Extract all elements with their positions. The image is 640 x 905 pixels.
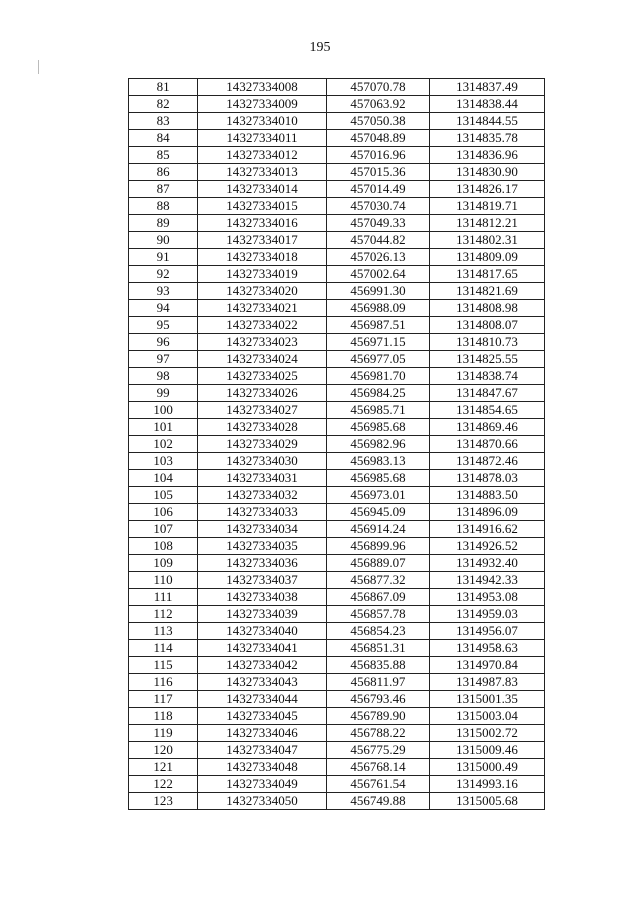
table-row xyxy=(129,317,545,334)
table-row xyxy=(129,164,545,181)
cadastral-id-cell: 14327334023 xyxy=(198,334,327,351)
y-coordinate-cell: 1315005.68 xyxy=(430,793,545,810)
cadastral-id-cell: 14327334016 xyxy=(198,215,327,232)
y-coordinate-cell: 1314838.44 xyxy=(430,96,545,113)
cadastral-id-cell: 14327334028 xyxy=(198,419,327,436)
x-coordinate-cell: 456768.14 xyxy=(326,759,429,776)
x-coordinate-cell: 456982.96 xyxy=(326,436,429,453)
table-row xyxy=(129,368,545,385)
x-coordinate-cell: 456983.13 xyxy=(326,453,429,470)
table-row xyxy=(129,130,545,147)
row-number-cell: 94 xyxy=(129,300,198,317)
x-coordinate-cell: 456985.68 xyxy=(326,470,429,487)
table-row xyxy=(129,266,545,283)
cadastral-id-cell: 14327334012 xyxy=(198,147,327,164)
cadastral-id-cell: 14327334021 xyxy=(198,300,327,317)
row-number-cell: 110 xyxy=(129,572,198,589)
x-coordinate-cell: 456988.09 xyxy=(326,300,429,317)
cadastral-id-cell: 14327334017 xyxy=(198,232,327,249)
cadastral-id-cell: 14327334008 xyxy=(198,79,327,96)
cadastral-id-cell: 14327334026 xyxy=(198,385,327,402)
x-coordinate-cell: 457015.36 xyxy=(326,164,429,181)
table-row xyxy=(129,776,545,793)
table-row xyxy=(129,640,545,657)
x-coordinate-cell: 456973.01 xyxy=(326,487,429,504)
cadastral-id-cell: 14327334044 xyxy=(198,691,327,708)
table-row xyxy=(129,674,545,691)
cadastral-id-cell: 14327334027 xyxy=(198,402,327,419)
y-coordinate-cell: 1314869.46 xyxy=(430,419,545,436)
x-coordinate-cell: 456914.24 xyxy=(326,521,429,538)
table-row xyxy=(129,402,545,419)
row-number-cell: 86 xyxy=(129,164,198,181)
table-row xyxy=(129,657,545,674)
y-coordinate-cell: 1314836.96 xyxy=(430,147,545,164)
x-coordinate-cell: 456987.51 xyxy=(326,317,429,334)
cadastral-id-cell: 14327334035 xyxy=(198,538,327,555)
row-number-cell: 120 xyxy=(129,742,198,759)
x-coordinate-cell: 456991.30 xyxy=(326,283,429,300)
cadastral-id-cell: 14327334034 xyxy=(198,521,327,538)
row-number-cell: 92 xyxy=(129,266,198,283)
table-row xyxy=(129,555,545,572)
x-coordinate-cell: 456761.54 xyxy=(326,776,429,793)
cadastral-id-cell: 14327334020 xyxy=(198,283,327,300)
y-coordinate-cell: 1314809.09 xyxy=(430,249,545,266)
row-number-cell: 106 xyxy=(129,504,198,521)
x-coordinate-cell: 456985.68 xyxy=(326,419,429,436)
cadastral-id-cell: 14327334043 xyxy=(198,674,327,691)
row-number-cell: 119 xyxy=(129,725,198,742)
y-coordinate-cell: 1314819.71 xyxy=(430,198,545,215)
cadastral-id-cell: 14327334047 xyxy=(198,742,327,759)
cadastral-id-cell: 14327334013 xyxy=(198,164,327,181)
x-coordinate-cell: 457070.78 xyxy=(326,79,429,96)
row-number-cell: 95 xyxy=(129,317,198,334)
y-coordinate-cell: 1314847.67 xyxy=(430,385,545,402)
y-coordinate-cell: 1314932.40 xyxy=(430,555,545,572)
cadastral-id-cell: 14327334009 xyxy=(198,96,327,113)
y-coordinate-cell: 1314821.69 xyxy=(430,283,545,300)
row-number-cell: 87 xyxy=(129,181,198,198)
x-coordinate-cell: 456811.97 xyxy=(326,674,429,691)
row-number-cell: 117 xyxy=(129,691,198,708)
x-coordinate-cell: 456857.78 xyxy=(326,606,429,623)
x-coordinate-cell: 456851.31 xyxy=(326,640,429,657)
x-coordinate-cell: 456854.23 xyxy=(326,623,429,640)
y-coordinate-cell: 1315009.46 xyxy=(430,742,545,759)
y-coordinate-cell: 1314916.62 xyxy=(430,521,545,538)
y-coordinate-cell: 1314808.07 xyxy=(430,317,545,334)
y-coordinate-cell: 1315000.49 xyxy=(430,759,545,776)
cadastral-id-cell: 14327334041 xyxy=(198,640,327,657)
table-row xyxy=(129,623,545,640)
y-coordinate-cell: 1314993.16 xyxy=(430,776,545,793)
table-row xyxy=(129,470,545,487)
y-coordinate-cell: 1314825.55 xyxy=(430,351,545,368)
x-coordinate-cell: 457044.82 xyxy=(326,232,429,249)
row-number-cell: 85 xyxy=(129,147,198,164)
table-row xyxy=(129,589,545,606)
x-coordinate-cell: 456835.88 xyxy=(326,657,429,674)
page-edge-mark xyxy=(38,60,39,74)
table-row xyxy=(129,300,545,317)
table-row xyxy=(129,708,545,725)
y-coordinate-cell: 1314812.21 xyxy=(430,215,545,232)
table-row xyxy=(129,691,545,708)
table-row xyxy=(129,232,545,249)
row-number-cell: 115 xyxy=(129,657,198,674)
y-coordinate-cell: 1314826.17 xyxy=(430,181,545,198)
x-coordinate-cell: 457026.13 xyxy=(326,249,429,266)
y-coordinate-cell: 1314987.83 xyxy=(430,674,545,691)
cadastral-id-cell: 14327334010 xyxy=(198,113,327,130)
cadastral-id-cell: 14327334024 xyxy=(198,351,327,368)
table-row xyxy=(129,487,545,504)
y-coordinate-cell: 1315001.35 xyxy=(430,691,545,708)
table-row xyxy=(129,759,545,776)
y-coordinate-cell: 1314802.31 xyxy=(430,232,545,249)
table-row xyxy=(129,198,545,215)
table-row xyxy=(129,453,545,470)
table-row xyxy=(129,419,545,436)
table-row xyxy=(129,572,545,589)
y-coordinate-cell: 1314838.74 xyxy=(430,368,545,385)
row-number-cell: 99 xyxy=(129,385,198,402)
y-coordinate-cell: 1314926.52 xyxy=(430,538,545,555)
cadastral-id-cell: 14327334040 xyxy=(198,623,327,640)
y-coordinate-cell: 1314870.66 xyxy=(430,436,545,453)
y-coordinate-cell: 1315002.72 xyxy=(430,725,545,742)
row-number-cell: 100 xyxy=(129,402,198,419)
cadastral-id-cell: 14327334029 xyxy=(198,436,327,453)
table-row xyxy=(129,521,545,538)
table-row xyxy=(129,742,545,759)
cadastral-id-cell: 14327334018 xyxy=(198,249,327,266)
cadastral-id-cell: 14327334042 xyxy=(198,657,327,674)
row-number-cell: 97 xyxy=(129,351,198,368)
table-row xyxy=(129,793,545,810)
coordinates-table xyxy=(128,78,545,810)
x-coordinate-cell: 456749.88 xyxy=(326,793,429,810)
row-number-cell: 103 xyxy=(129,453,198,470)
y-coordinate-cell: 1315003.04 xyxy=(430,708,545,725)
row-number-cell: 123 xyxy=(129,793,198,810)
cadastral-id-cell: 14327334037 xyxy=(198,572,327,589)
y-coordinate-cell: 1314970.84 xyxy=(430,657,545,674)
y-coordinate-cell: 1314942.33 xyxy=(430,572,545,589)
x-coordinate-cell: 456877.32 xyxy=(326,572,429,589)
x-coordinate-cell: 456945.09 xyxy=(326,504,429,521)
x-coordinate-cell: 456788.22 xyxy=(326,725,429,742)
cadastral-id-cell: 14327334033 xyxy=(198,504,327,521)
page-number: 195 xyxy=(309,40,331,55)
x-coordinate-cell: 456971.15 xyxy=(326,334,429,351)
cadastral-id-cell: 14327334030 xyxy=(198,453,327,470)
row-number-cell: 108 xyxy=(129,538,198,555)
y-coordinate-cell: 1314878.03 xyxy=(430,470,545,487)
y-coordinate-cell: 1314830.90 xyxy=(430,164,545,181)
row-number-cell: 107 xyxy=(129,521,198,538)
row-number-cell: 89 xyxy=(129,215,198,232)
y-coordinate-cell: 1314810.73 xyxy=(430,334,545,351)
row-number-cell: 121 xyxy=(129,759,198,776)
x-coordinate-cell: 456984.25 xyxy=(326,385,429,402)
table-row xyxy=(129,538,545,555)
x-coordinate-cell: 457048.89 xyxy=(326,130,429,147)
row-number-cell: 96 xyxy=(129,334,198,351)
cadastral-id-cell: 14327334045 xyxy=(198,708,327,725)
cadastral-id-cell: 14327334015 xyxy=(198,198,327,215)
table-row xyxy=(129,147,545,164)
x-coordinate-cell: 457002.64 xyxy=(326,266,429,283)
cadastral-id-cell: 14327334049 xyxy=(198,776,327,793)
y-coordinate-cell: 1314817.65 xyxy=(430,266,545,283)
row-number-cell: 82 xyxy=(129,96,198,113)
row-number-cell: 93 xyxy=(129,283,198,300)
table-row xyxy=(129,79,545,96)
y-coordinate-cell: 1314844.55 xyxy=(430,113,545,130)
cadastral-id-cell: 14327334011 xyxy=(198,130,327,147)
row-number-cell: 109 xyxy=(129,555,198,572)
table-row xyxy=(129,334,545,351)
y-coordinate-cell: 1314837.49 xyxy=(430,79,545,96)
x-coordinate-cell: 457049.33 xyxy=(326,215,429,232)
y-coordinate-cell: 1314956.07 xyxy=(430,623,545,640)
row-number-cell: 122 xyxy=(129,776,198,793)
cadastral-id-cell: 14327334019 xyxy=(198,266,327,283)
y-coordinate-cell: 1314872.46 xyxy=(430,453,545,470)
table-row xyxy=(129,606,545,623)
y-coordinate-cell: 1314808.98 xyxy=(430,300,545,317)
table-row xyxy=(129,725,545,742)
coordinates-table-body xyxy=(129,79,545,810)
x-coordinate-cell: 456775.29 xyxy=(326,742,429,759)
y-coordinate-cell: 1314883.50 xyxy=(430,487,545,504)
table-row xyxy=(129,351,545,368)
cadastral-id-cell: 14327334050 xyxy=(198,793,327,810)
table-row xyxy=(129,385,545,402)
x-coordinate-cell: 456899.96 xyxy=(326,538,429,555)
y-coordinate-cell: 1314854.65 xyxy=(430,402,545,419)
row-number-cell: 88 xyxy=(129,198,198,215)
y-coordinate-cell: 1314896.09 xyxy=(430,504,545,521)
row-number-cell: 113 xyxy=(129,623,198,640)
row-number-cell: 98 xyxy=(129,368,198,385)
x-coordinate-cell: 456867.09 xyxy=(326,589,429,606)
cadastral-id-cell: 14327334032 xyxy=(198,487,327,504)
x-coordinate-cell: 457014.49 xyxy=(326,181,429,198)
y-coordinate-cell: 1314953.08 xyxy=(430,589,545,606)
cadastral-id-cell: 14327334022 xyxy=(198,317,327,334)
cadastral-id-cell: 14327334025 xyxy=(198,368,327,385)
x-coordinate-cell: 457016.96 xyxy=(326,147,429,164)
x-coordinate-cell: 456793.46 xyxy=(326,691,429,708)
table-row xyxy=(129,504,545,521)
table-row xyxy=(129,436,545,453)
x-coordinate-cell: 456981.70 xyxy=(326,368,429,385)
table-row xyxy=(129,283,545,300)
x-coordinate-cell: 457063.92 xyxy=(326,96,429,113)
table-row xyxy=(129,249,545,266)
row-number-cell: 114 xyxy=(129,640,198,657)
cadastral-id-cell: 14327334036 xyxy=(198,555,327,572)
table-row xyxy=(129,113,545,130)
row-number-cell: 91 xyxy=(129,249,198,266)
x-coordinate-cell: 456985.71 xyxy=(326,402,429,419)
row-number-cell: 105 xyxy=(129,487,198,504)
row-number-cell: 102 xyxy=(129,436,198,453)
cadastral-id-cell: 14327334038 xyxy=(198,589,327,606)
y-coordinate-cell: 1314958.63 xyxy=(430,640,545,657)
x-coordinate-cell: 457030.74 xyxy=(326,198,429,215)
table-row xyxy=(129,215,545,232)
row-number-cell: 101 xyxy=(129,419,198,436)
cadastral-id-cell: 14327334039 xyxy=(198,606,327,623)
row-number-cell: 84 xyxy=(129,130,198,147)
table-row xyxy=(129,181,545,198)
x-coordinate-cell: 456889.07 xyxy=(326,555,429,572)
x-coordinate-cell: 456789.90 xyxy=(326,708,429,725)
cadastral-id-cell: 14327334014 xyxy=(198,181,327,198)
row-number-cell: 112 xyxy=(129,606,198,623)
cadastral-id-cell: 14327334031 xyxy=(198,470,327,487)
row-number-cell: 116 xyxy=(129,674,198,691)
cadastral-id-cell: 14327334046 xyxy=(198,725,327,742)
row-number-cell: 81 xyxy=(129,79,198,96)
row-number-cell: 90 xyxy=(129,232,198,249)
row-number-cell: 111 xyxy=(129,589,198,606)
x-coordinate-cell: 456977.05 xyxy=(326,351,429,368)
row-number-cell: 83 xyxy=(129,113,198,130)
table-row xyxy=(129,96,545,113)
y-coordinate-cell: 1314835.78 xyxy=(430,130,545,147)
row-number-cell: 104 xyxy=(129,470,198,487)
row-number-cell: 118 xyxy=(129,708,198,725)
x-coordinate-cell: 457050.38 xyxy=(326,113,429,130)
y-coordinate-cell: 1314959.03 xyxy=(430,606,545,623)
cadastral-id-cell: 14327334048 xyxy=(198,759,327,776)
